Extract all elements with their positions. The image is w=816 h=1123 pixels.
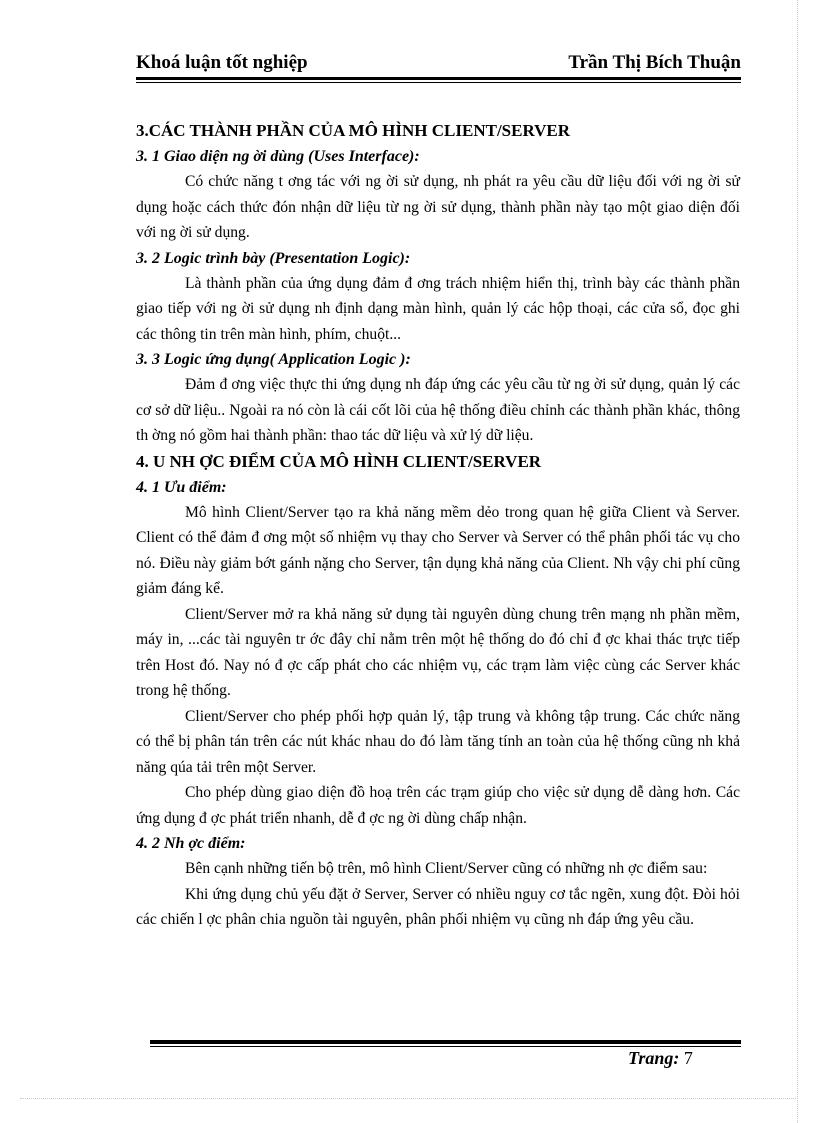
paragraph: Có chức năng t ơng tác với ng ời sử dụng, nh phát ra yêu cầu dữ liệu đối với ng ời sử dụng hoặc cách thức đón nhận dữ liệu từ ng ời sử dụng, thành phần này tạo một giao diện đối với ng ời sử dụng. <box>136 173 740 241</box>
paragraph: Client/Server mở ra khả năng sử dụng tài nguyên dùng chung trên mạng nh phần mềm, máy in, ...các tài nguyên tr ớc đây chỉ nằm trên một hệ thống do đó chỉ đ ợc khai thác trực tiếp trên Host đó. Nay nó đ ợc cấp phát cho các nhiệm vụ, các trạm làm việc cùng các Server khác trong hệ thống. <box>136 605 740 699</box>
page-edge-bottom <box>20 1098 796 1099</box>
section-heading: 3.CÁC THÀNH PHẦN CỦA MÔ HÌNH CLIENT/SERVER <box>136 121 571 140</box>
page-header <box>136 52 741 78</box>
header-divider <box>136 77 741 80</box>
footer-divider-thin <box>150 1046 741 1047</box>
header-author-name: Trần Thị Bích Thuận <box>568 52 741 73</box>
page-number-value: 7 <box>683 1048 693 1068</box>
subsection-heading: 3. 2 Logic trình bày (Presentation Logic): <box>136 249 411 267</box>
page-number-label: Trang: <box>628 1048 680 1068</box>
header-divider-thin <box>136 82 741 83</box>
subsection-heading: 3. 3 Logic ứng dụng( Application Logic ): <box>136 351 411 368</box>
section-heading: 4. U NH ỢC ĐIỂM CỦA MÔ HÌNH CLIENT/SERVER <box>136 451 542 471</box>
subsection-heading: 4. 1 Ưu điểm: <box>136 478 227 496</box>
paragraph: Đảm đ ơng việc thực thi ứng dụng nh đáp ứng các yêu cầu từ ng ời sử dụng, quản lý các cơ sở dữ liệu.. Ngoài ra nó còn là cái cốt lõi của hệ thống điều chỉnh các thành phần khác, thông th ờng nó gồm hai thành phần: thao tác dữ liệu và xử lý dữ liệu. <box>136 376 740 444</box>
paragraph: Là thành phần của ứng dụng đảm đ ơng trách nhiệm hiển thị, trình bày các thành phần giao tiếp với ng ời sử dụng nh định dạng màn hình, quản lý các hộp thoại, các cửa sổ, đọc ghi các thông tin trên màn hình, phím, chuột... <box>136 274 740 343</box>
paragraph: Client/Server cho phép phối hợp quản lý, tập trung và không tập trung. Các chức năng có thể bị phân tán trên các nút khác nhau do đó làm tăng tính an toàn của hệ thống cũng nh khả năng qúa tải trên một Server. <box>136 707 740 776</box>
paragraph: Mô hình Client/Server tạo ra khả năng mềm dẻo trong quan hệ giữa Client và Server. Client có thể đảm đ ơng một số nhiệm vụ thay cho Server và Server có thể phân phối tác vụ cho nó. Điều này giảm bớt gánh nặng cho Server, tận dụng khả năng của Client. Nh vậy chi phí cũng giảm đáng kể. <box>136 503 740 597</box>
document-body <box>136 118 740 933</box>
footer-divider <box>150 1040 741 1044</box>
header-thesis-title: Khoá luận tốt nghiệp <box>136 52 308 73</box>
subsection-heading: 4. 2 Nh ợc điểm: <box>136 835 246 852</box>
subsection-heading: 3. 1 Giao diện ng ời dùng (Uses Interface): <box>136 148 420 165</box>
page-edge-right <box>797 0 798 1123</box>
page-number <box>628 1048 693 1069</box>
paragraph: Bên cạnh những tiến bộ trên, mô hình Client/Server cũng có những nh ợc điểm sau: <box>185 860 708 877</box>
paragraph: Khi ứng dụng chủ yếu đặt ở Server, Server có nhiều nguy cơ tắc ngẽn, xung đột. Đòi hỏi các chiến l ợc phân chia nguồn tài nguyên, phân phối nhiệm vụ cũng nh đáp ứng yêu cầu. <box>136 885 740 928</box>
paragraph: Cho phép dùng giao diện đồ hoạ trên các trạm giúp cho việc sử dụng dễ dàng hơn. Các ứng dụng đ ợc phát triển nhanh, dễ đ ợc ng ời dùng chấp nhận. <box>136 784 740 827</box>
